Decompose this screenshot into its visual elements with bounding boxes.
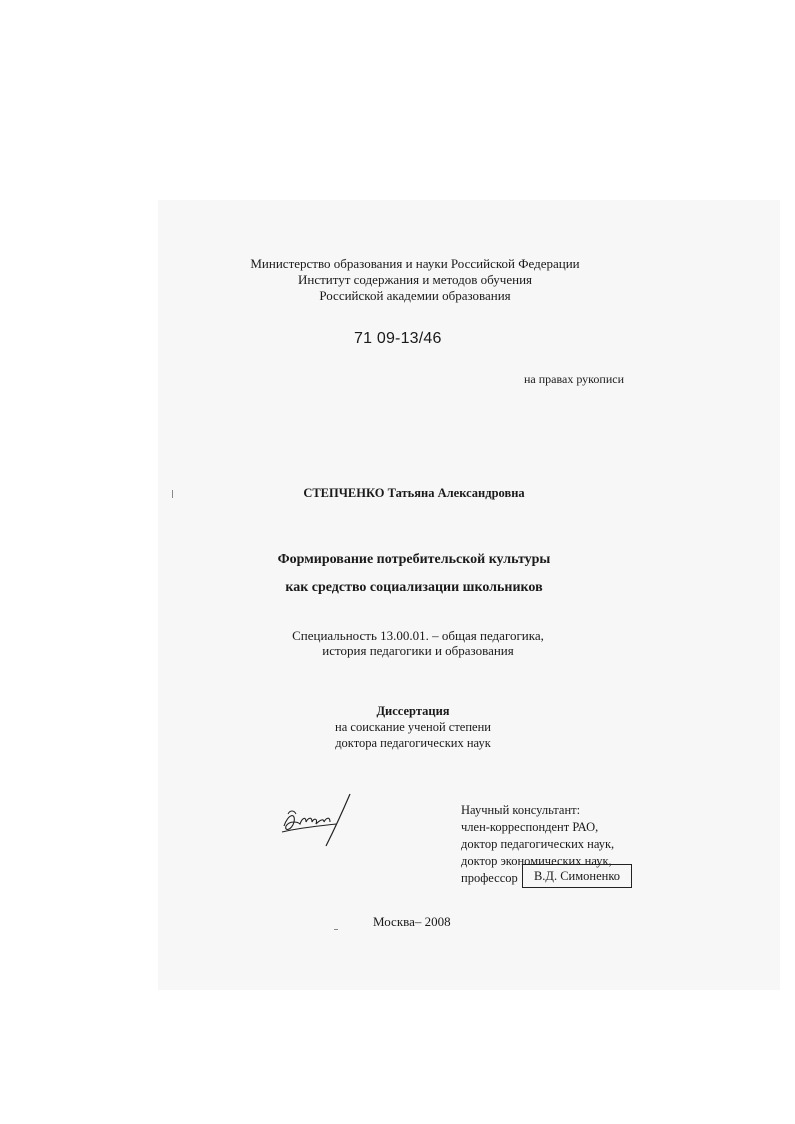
consultant-name-box: В.Д. Симоненко bbox=[522, 864, 632, 888]
consultant-heading: Научный консультант: bbox=[461, 803, 581, 817]
degree-line-1: на соискание ученой степени bbox=[335, 720, 491, 734]
institute-line: Институт содержания и методов обучения bbox=[297, 272, 533, 287]
consultant-title-2: доктор педагогических наук, bbox=[461, 837, 615, 851]
city-year: Москва– 2008 bbox=[373, 914, 451, 929]
registration-code: 71 09-13/46 bbox=[354, 330, 442, 347]
consultant-title-1: член-корреспондент РАО, bbox=[461, 820, 599, 834]
manuscript-rights-note: на правах рукописи bbox=[524, 372, 624, 386]
handwritten-signature bbox=[278, 792, 358, 848]
scan-speck bbox=[172, 490, 173, 498]
dissertation-heading: Диссертация bbox=[376, 704, 450, 718]
degree-line-2: доктора педагогических наук bbox=[335, 736, 491, 750]
specialty-line-1: Специальность 13.00.01. – общая педагогика, bbox=[292, 628, 544, 643]
dissertation-title-line-2: как средство социализации школьников bbox=[285, 580, 543, 595]
ministry-line: Министерство образования и науки Российской Федерации bbox=[250, 256, 580, 271]
scan-speck bbox=[334, 929, 338, 930]
academy-line: Российской академии образования bbox=[319, 288, 511, 303]
specialty-line-2: история педагогики и образования bbox=[322, 643, 514, 658]
author-name: СТЕПЧЕНКО Татьяна Александровна bbox=[303, 486, 525, 500]
consultant-title-4: профессор bbox=[461, 871, 518, 885]
dissertation-title-line-1: Формирование потребительской культуры bbox=[277, 552, 551, 567]
consultant-title-3: доктор экономических наук, bbox=[461, 854, 612, 868]
